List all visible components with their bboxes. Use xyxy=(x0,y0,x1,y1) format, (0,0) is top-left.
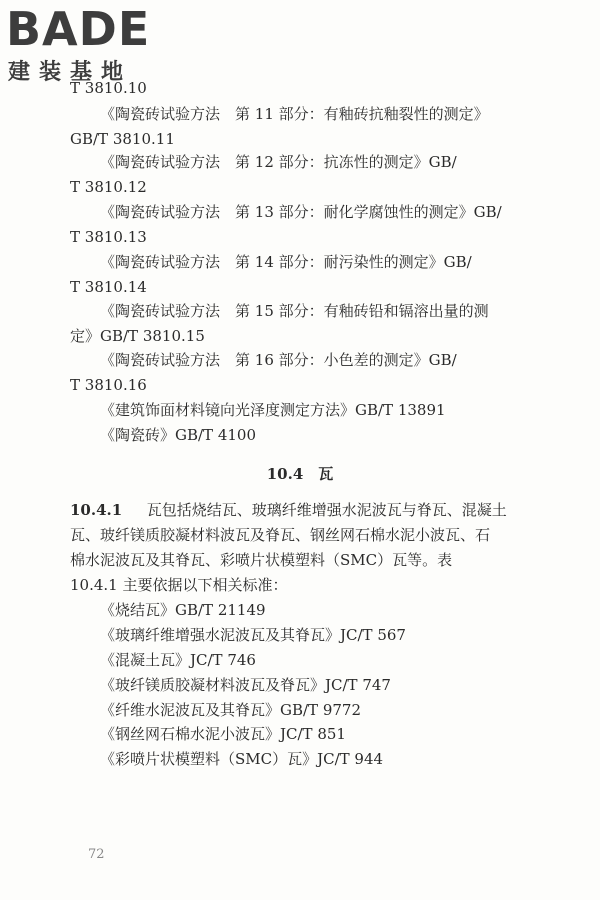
text-line: 《陶瓷砖试验方法 第 12 部分：抗冻性的测定》GB/ xyxy=(100,153,457,171)
clause-number: 10.4.1 xyxy=(70,501,123,519)
standard-item: 《玻璃纤维增强水泥波瓦及其脊瓦》JC/T 567 xyxy=(100,626,406,644)
page-number: 72 xyxy=(88,847,105,862)
text-line: 《陶瓷砖试验方法 第 13 部分：耐化学腐蚀性的测定》GB/ xyxy=(100,203,502,221)
text-line: 10.4.1 主要依据以下相关标准： xyxy=(70,576,288,594)
text-line: GB/T 3810.11 xyxy=(70,130,175,148)
text-line: 《陶瓷砖试验方法 第 16 部分：小色差的测定》GB/ xyxy=(100,351,457,369)
text-line: T 3810.12 xyxy=(70,178,147,196)
standard-item: 《玻纤镁质胶凝材料波瓦及脊瓦》JC/T 747 xyxy=(100,676,391,694)
text-line: 定》GB/T 3810.15 xyxy=(70,327,205,345)
text-line: 《陶瓷砖试验方法 第 11 部分：有釉砖抗釉裂性的测定》 xyxy=(100,105,489,123)
logo-subtitle: 建装基地 xyxy=(8,60,133,85)
text-line: 《陶瓷砖》GB/T 4100 xyxy=(100,426,257,444)
text-line: 棉水泥波瓦及其脊瓦、彩喷片状模塑料（SMC）瓦等。表 xyxy=(70,551,453,569)
section-heading: 10.4 瓦 xyxy=(266,465,334,483)
standard-item: 《钢丝网石棉水泥小波瓦》JC/T 851 xyxy=(100,725,346,743)
standard-item: 《混凝土瓦》JC/T 746 xyxy=(100,651,256,669)
text-line: T 3810.16 xyxy=(70,376,147,394)
clause-text: 瓦包括烧结瓦、玻璃纤维增强水泥波瓦与脊瓦、混凝土 xyxy=(146,501,507,519)
text-line: 瓦、玻纤镁质胶凝材料波瓦及脊瓦、钢丝网石棉水泥小波瓦、石 xyxy=(70,526,491,544)
text-line: T 3810.13 xyxy=(70,228,147,246)
text-line: 《建筑饰面材料镜向光泽度测定方法》GB/T 13891 xyxy=(100,401,446,419)
clause-first-line xyxy=(70,498,546,522)
standard-item: 《纤维水泥波瓦及其脊瓦》GB/T 9772 xyxy=(100,701,362,719)
text-line: T 3810.10 xyxy=(70,79,147,97)
text-line: 《陶瓷砖试验方法 第 15 部分：有釉砖铅和镉溶出量的测 xyxy=(100,302,489,320)
text-line: 《陶瓷砖试验方法 第 14 部分：耐污染性的测定》GB/ xyxy=(100,253,472,271)
standard-item: 《烧结瓦》GB/T 21149 xyxy=(100,601,266,619)
text-line: T 3810.14 xyxy=(70,278,147,296)
standard-item: 《彩喷片状模塑料（SMC）瓦》JC/T 944 xyxy=(100,750,384,768)
logo-brand: BADE xyxy=(6,2,151,56)
